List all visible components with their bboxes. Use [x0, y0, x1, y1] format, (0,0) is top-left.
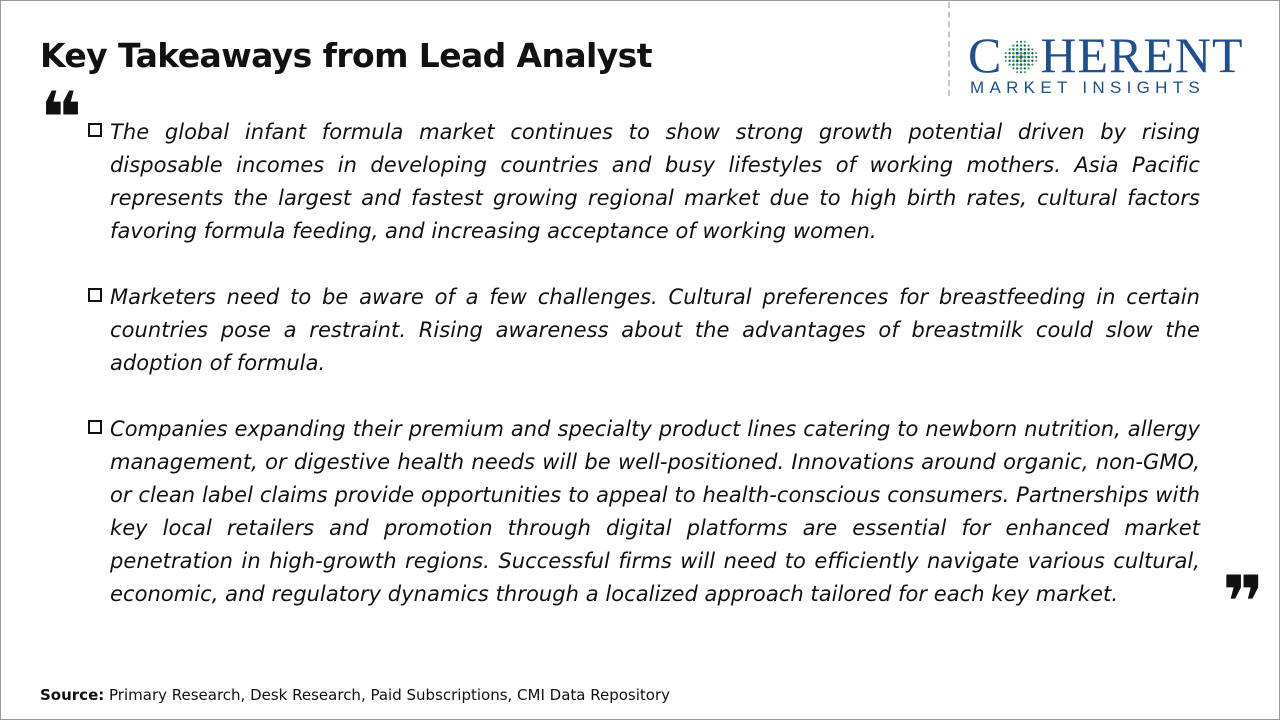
logo-dot: [1024, 71, 1026, 73]
logo-dot: [1020, 44, 1022, 46]
logo-dot: [1028, 63, 1030, 65]
takeaways-list: [86, 116, 1200, 644]
logo-dot: [1032, 60, 1034, 62]
logo-dot: [1016, 63, 1019, 66]
takeaway-text: Marketers need to be aware of a few challenges. Cultural preferences for breastfeeding in certain countries pose a restraint. Rising awareness about the advantages of breastmilk could slow the adoption of formula.: [110, 285, 1200, 375]
takeaway-text: The global infant formula market continues to show strong growth potential driven by rising disposable incomes in developing countries and busy lifestyles of working mothers. Asia Pacific represents the largest and fastest growing regional market due to high birth rates, cultural factors favoring formula feeding, and increasing acceptance of working women.: [110, 120, 1200, 243]
logo-dot: [1032, 63, 1034, 65]
logo-dot: [1013, 63, 1015, 65]
logo-dot: [1028, 59, 1031, 62]
logo-dot: [1028, 52, 1031, 55]
logo-wordmark: [968, 28, 1244, 82]
source-text: Primary Research, Desk Research, Paid Subscriptions, CMI Data Repository: [104, 686, 671, 704]
logo-dot: [1032, 56, 1034, 58]
logo-dot: [1016, 67, 1018, 69]
logo-dot: [1028, 56, 1031, 59]
logo-dot: [1016, 48, 1019, 51]
logo-dot: [1013, 44, 1015, 46]
logo-dot: [1020, 63, 1023, 66]
logo-dot: [1036, 52, 1038, 54]
logo-dot: [1005, 56, 1007, 58]
logo-wordmark-left: C: [968, 27, 1003, 83]
logo-dot: [1005, 60, 1007, 62]
logo-dot: [1005, 52, 1007, 54]
takeaway-item: [86, 116, 1200, 248]
logo-dot: [1032, 52, 1034, 54]
logo-dot: [1009, 48, 1011, 50]
logo-dot: [1012, 56, 1015, 59]
logo-dot: [1020, 67, 1022, 69]
logo-dot: [1024, 52, 1027, 55]
logo-subtitle: MARKET INSIGHTS: [970, 78, 1206, 97]
logo-dot: [1009, 63, 1011, 65]
logo-dot: [1024, 41, 1026, 43]
source-note: [40, 686, 670, 704]
logo-dot: [1028, 67, 1030, 69]
logo-globe-icon: [1003, 38, 1039, 76]
logo-dot: [1016, 44, 1018, 46]
logo-dot: [1036, 56, 1038, 58]
logo-divider: [948, 2, 950, 96]
logo-dot: [1032, 48, 1034, 50]
logo-dot: [1009, 52, 1011, 54]
logo-dot: [1020, 52, 1023, 55]
logo-dot: [1016, 59, 1019, 62]
takeaway-text: Companies expanding their premium and specialty product lines catering to newborn nutrition, allergy management, or digestive health needs will be well-positioned. Innovations around organic, non-GMO, or clean label claims provide opportunities to appeal to health-conscious consumers. Partnerships with key local retailers and promotion through digital platforms are essential for enhanced market penetration in high-growth regions. Successful firms will need to efficiently navigate various cultural, economic, and regulatory dynamics through a localized approach tailored for each key market.: [110, 417, 1200, 606]
open-quote-icon: ❝: [40, 76, 83, 160]
logo-dot: [1024, 44, 1026, 46]
logo-dot: [1024, 67, 1026, 69]
logo-dot: [1013, 48, 1015, 50]
logo-dot: [1036, 60, 1038, 62]
logo-dot: [1024, 59, 1027, 62]
logo-dot: [1024, 63, 1027, 66]
logo-dot: [1009, 60, 1011, 62]
logo-dot: [1020, 71, 1022, 73]
page-title: Key Takeaways from Lead Analyst: [40, 36, 652, 75]
takeaway-item: [86, 413, 1200, 611]
close-quote-icon: ❞: [1222, 560, 1265, 644]
logo-dot: [1020, 48, 1023, 51]
logo-dot: [1016, 52, 1019, 55]
logo-dot: [1009, 56, 1011, 58]
logo-dot: [1012, 59, 1015, 62]
source-label: Source:: [40, 686, 105, 704]
logo-dot: [1017, 41, 1019, 43]
logo-dot: [1028, 44, 1030, 46]
logo-dot: [1013, 67, 1015, 69]
logo-dot: [1020, 41, 1022, 43]
logo-dot: [1020, 59, 1023, 62]
logo-dot: [1017, 71, 1019, 73]
logo-dot: [1024, 55, 1027, 58]
square-bullet-icon: [88, 123, 102, 137]
logo-wordmark-right: HERENT: [1040, 27, 1244, 83]
logo-dot: [1024, 48, 1027, 51]
square-bullet-icon: [88, 288, 102, 302]
logo-dot: [1016, 55, 1019, 58]
company-logo: [968, 28, 1264, 100]
logo-dot: [1012, 52, 1015, 55]
square-bullet-icon: [88, 420, 102, 434]
takeaway-item: [86, 281, 1200, 380]
logo-dot: [1020, 55, 1023, 58]
logo-dot: [1028, 48, 1030, 50]
